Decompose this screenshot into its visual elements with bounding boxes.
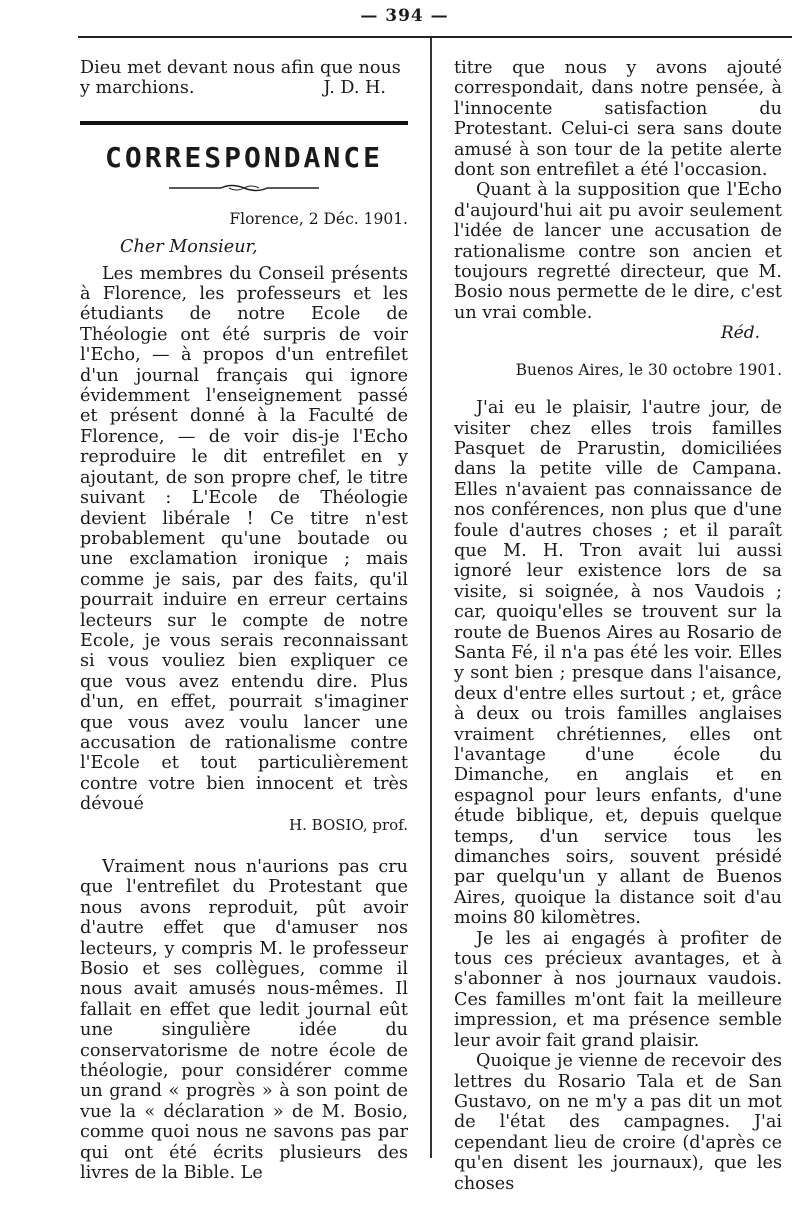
letter-salutation: Cher Monsieur, <box>120 237 258 258</box>
intro-text-2: y marchions. <box>80 78 195 99</box>
page-number: — 394 — <box>360 6 449 26</box>
intro-author: J. D. H. <box>323 78 386 99</box>
intro-text-1: Dieu met devant nous afin que nous <box>80 58 401 78</box>
intro-line-2 <box>80 78 408 98</box>
right-column <box>454 58 782 1194</box>
header-rule <box>78 36 792 38</box>
letter-dateline: Florence, 2 Déc. 1901. <box>229 209 408 228</box>
letter-body: Les membres du Conseil présents à Florence, les professeurs et les étudiants de notre Ecole de Théologie ont été surpris de voir l'Echo, — à propos d'un entrefilet d'un journal français qui ignore évidemment l'enseignement passé et présent donné à la Faculté de Florence, — de voir dis-je l'Echo reproduire le dit entrefilet en y ajoutant, de son propre chef, le titre suivant : L'Ecole de Théologie devient libérale ! Ce titre n'est probablement qu'une boutade ou une exclamation ironique ; mais comme je sais, par des faits, qu'il pourrait induire en erreur certains lecteurs sur le compte de notre Ecole, je vous serais reconnaissant si vous vouliez bien expliquer ce que vous avez entendu dire. Plus d'un, en effet, pourrait s'imaginer que vous avez voulu lancer une accusation de rationalisme contre l'Ecole et tout particulièrement contre votre bien innocent et très dévoué <box>80 263 408 815</box>
letter2-para3: Quoique je vienne de recevoir des lettres du Rosario Tala et de San Gustavo, on ne m'y a pas dit un mot de l'état des campagnes. J'ai cependant lieu de croire (d'après ce qu'en disent les journaux), que les choses <box>454 1051 782 1194</box>
letter2-para1: J'ai eu le plaisir, l'autre jour, de visiter chez elles trois familles Pasquet de Prarustin, domiciliées dans la petite ville de Campana. Elles n'avaient pas connaissance de nos conférences, non plus que d'une foule d'autres choses ; et il paraît que M. H. Tron avait lui aussi ignoré leur existence lors de sa visite, si soignée, à nos Vaudois ; car, quoiqu'elles se trouvent sur la route de Buenos Aires au Rosario de Santa Fé, il n'a pas été les voir. Elles y sont bien ; presque dans l'aisance, deux d'entre elles surtout ; et, grâce à deux ou trois familles anglaises vraiment chrétiennes, elles ont l'avantage d'une école du Dimanche, en anglais et en espagnol pour leurs enfants, d'une étude biblique, et, depuis quelque temps, d'un service tous les dimanches soirs, souvent présidé par quelqu'un y allant de Buenos Aires, quoique la distance soit d'au moins 80 kilomètres. <box>454 398 782 929</box>
left-column <box>80 58 408 1184</box>
letter2-dateline: Buenos Aires, le 30 octobre 1901. <box>515 360 782 379</box>
column-divider <box>430 38 432 1158</box>
editor-reply: Vraiment nous n'aurions pas cru que l'entrefilet du Protestant que nous avons reproduit, pût avoir d'autre effet que d'amuser nos lecteurs, y compris M. le professeur Bosio et ses collègues, comme il nous avait amusés nous-mêmes. Il fallait en effet que ledit journal eût une singulière idée du conservatorisme de notre école de théologie, pour considérer comme un grand « progrès » à son point de vue la « déclaration » de M. Bosio, comme quoi nous ne savons pas par qui ont été écrits plusieurs des livres de la Bible. Le <box>80 857 408 1184</box>
editor-signature: Réd. <box>720 323 760 344</box>
section-title: CORRESPONDANCE <box>104 140 383 174</box>
ornament-divider <box>169 183 319 193</box>
section-rule <box>80 121 408 125</box>
letter2-para2: Je les ai engagés à profiter de tous ces précieux avantages, et à s'abonner à nos journaux vaudois. Ces familles m'ont fait la meilleure impression, et ma présence semble leur avoir fait grand plaisir. <box>454 928 782 1051</box>
intro-line-1 <box>80 58 408 78</box>
editor-reply-para2: Quant à la supposition que l'Echo d'aujourd'hui ait pu avoir seulement l'idée de lancer une accusation de rationalisme contre son ancien et toujours regretté directeur, que M. Bosio nous permette de le dire, c'est un vrai comble. <box>454 180 782 323</box>
editor-reply-continued: titre que nous y avons ajouté correspondait, dans notre pensée, à l'innocente satisfaction du Protestant. Celui-ci sera sans doute amusé à son tour de la petite alerte dont son entrefilet a été l'occasion. <box>454 58 782 181</box>
letter-signature: H. BOSIO, prof. <box>289 815 408 834</box>
